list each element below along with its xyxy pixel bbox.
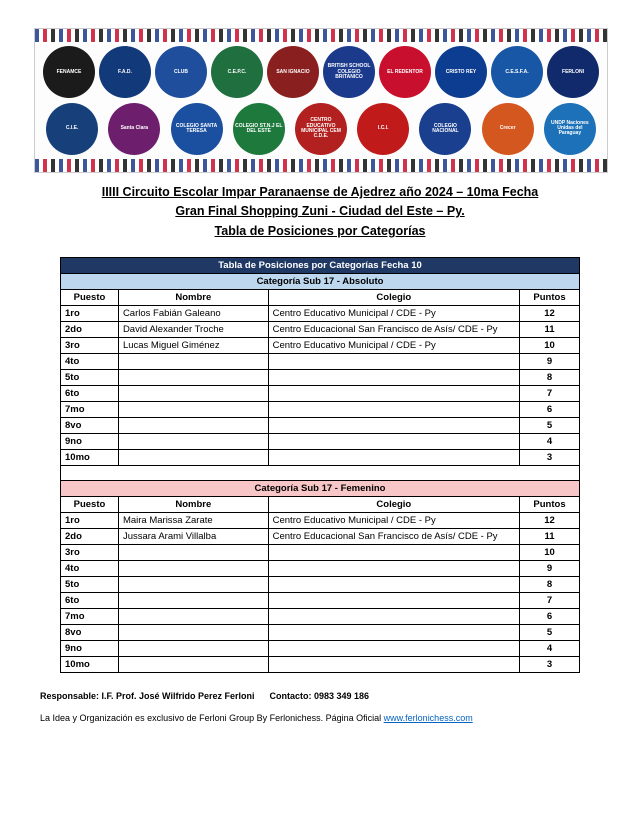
footer-note-prefix: La Idea y Organización es exclusivo de Ferloni Group By Ferlonichess. Página Oficial xyxy=(40,713,384,724)
cell-nombre: David Alexander Troche xyxy=(118,322,268,338)
cell-colegio xyxy=(268,641,519,657)
cell-puesto: 2do xyxy=(61,322,119,338)
cell-puntos: 8 xyxy=(520,577,580,593)
category-header-row xyxy=(61,481,580,497)
cell-colegio xyxy=(268,561,519,577)
table-row xyxy=(61,434,580,450)
logo-el-redentor: EL REDENTOR xyxy=(379,46,431,98)
cell-puntos: 3 xyxy=(520,450,580,466)
logo-ferloni: FERLONI xyxy=(547,46,599,98)
cell-puesto: 5to xyxy=(61,370,119,386)
cell-nombre xyxy=(118,641,268,657)
cell-colegio: Centro Educativo Municipal / CDE - Py xyxy=(268,338,519,354)
cell-nombre xyxy=(118,561,268,577)
column-header-row xyxy=(61,290,580,306)
cell-puntos: 3 xyxy=(520,657,580,673)
table-row xyxy=(61,306,580,322)
document-titles xyxy=(34,183,606,241)
cell-puntos: 8 xyxy=(520,370,580,386)
cell-colegio xyxy=(268,657,519,673)
cell-puesto: 2do xyxy=(61,529,119,545)
cell-puesto: 5to xyxy=(61,577,119,593)
table-row xyxy=(61,609,580,625)
cell-puesto: 8vo xyxy=(61,418,119,434)
cell-nombre xyxy=(118,593,268,609)
title-line-3: Tabla de Posiciones por Categorías xyxy=(214,223,426,238)
cell-puesto: 3ro xyxy=(61,338,119,354)
cell-colegio xyxy=(268,625,519,641)
cell-puntos: 6 xyxy=(520,609,580,625)
banner-strip-top xyxy=(35,29,607,42)
cell-puntos: 5 xyxy=(520,418,580,434)
table-spacer-row xyxy=(61,466,580,481)
cell-puesto: 7mo xyxy=(61,402,119,418)
table-title-row xyxy=(61,258,580,274)
logo-colegio-leon: C.I.E. xyxy=(46,103,98,155)
table-row xyxy=(61,418,580,434)
table-row xyxy=(61,545,580,561)
cell-nombre xyxy=(118,434,268,450)
cell-nombre xyxy=(118,577,268,593)
cell-puesto: 6to xyxy=(61,593,119,609)
cell-colegio xyxy=(268,402,519,418)
cell-puesto: 9no xyxy=(61,641,119,657)
footer-responsable: Responsable: I.F. Prof. José Wilfrido Perez Ferloni xyxy=(40,691,255,702)
cell-colegio xyxy=(268,354,519,370)
standings-table xyxy=(60,257,580,673)
cell-nombre xyxy=(118,386,268,402)
cell-nombre xyxy=(118,657,268,673)
logo-crecer: Crecer xyxy=(482,103,534,155)
cell-nombre: Jussara Arami Villalba xyxy=(118,529,268,545)
column-header-colegio: Colegio xyxy=(268,290,519,306)
cell-nombre xyxy=(118,625,268,641)
logo-instituto-santa-clara: Santa Clara xyxy=(108,103,160,155)
cell-puesto: 10mo xyxy=(61,657,119,673)
spacer-cell xyxy=(61,466,580,481)
cell-puntos: 11 xyxy=(520,322,580,338)
cell-puntos: 4 xyxy=(520,434,580,450)
cell-puesto: 7mo xyxy=(61,609,119,625)
column-header-puntos: Puntos xyxy=(520,290,580,306)
logo-row-2 xyxy=(41,102,601,157)
cell-colegio xyxy=(268,434,519,450)
table-row xyxy=(61,370,580,386)
table-row xyxy=(61,529,580,545)
column-header-nombre: Nombre xyxy=(118,290,268,306)
footer-contacto: Contacto: 0983 349 186 xyxy=(269,691,370,702)
cell-puntos: 4 xyxy=(520,641,580,657)
column-header-puntos: Puntos xyxy=(520,497,580,513)
category-label: Categoría Sub 17 - Absoluto xyxy=(61,274,580,290)
logo-colegio-santa-teresa: COLEGIO SANTA TERESA xyxy=(171,103,223,155)
column-header-colegio: Colegio xyxy=(268,497,519,513)
cell-nombre xyxy=(118,370,268,386)
cell-colegio: Centro Educativo Municipal / CDE - Py xyxy=(268,306,519,322)
column-header-nombre: Nombre xyxy=(118,497,268,513)
cell-nombre: Carlos Fabián Galeano xyxy=(118,306,268,322)
cell-colegio xyxy=(268,386,519,402)
column-header-puesto: Puesto xyxy=(61,497,119,513)
logo-fad: F.A.D. xyxy=(99,46,151,98)
cell-nombre xyxy=(118,418,268,434)
table-title-cell: Tabla de Posiciones por Categorías Fecha 10 xyxy=(61,258,580,274)
table-row xyxy=(61,657,580,673)
logo-ici: I.C.I. xyxy=(357,103,409,155)
banner-strip-bottom xyxy=(35,159,607,172)
cell-nombre xyxy=(118,354,268,370)
logo-undp: UNDP Naciones Unidas del Paraguay xyxy=(544,103,596,155)
cell-puesto: 6to xyxy=(61,386,119,402)
cell-puntos: 6 xyxy=(520,402,580,418)
cell-puntos: 12 xyxy=(520,306,580,322)
cell-colegio xyxy=(268,577,519,593)
cell-puntos: 12 xyxy=(520,513,580,529)
footer-note-line xyxy=(40,713,600,723)
cell-colegio: Centro Educacional San Francisco de Asís/ CDE - Py xyxy=(268,322,519,338)
cell-colegio: Centro Educativo Municipal / CDE - Py xyxy=(268,513,519,529)
cell-puntos: 7 xyxy=(520,386,580,402)
table-row xyxy=(61,450,580,466)
table-row xyxy=(61,322,580,338)
cell-puesto: 8vo xyxy=(61,625,119,641)
cell-colegio: Centro Educacional San Francisco de Asís/ CDE - Py xyxy=(268,529,519,545)
document-footer xyxy=(40,691,600,723)
cell-nombre xyxy=(118,402,268,418)
cell-puesto: 1ro xyxy=(61,306,119,322)
official-site-link[interactable]: www.ferlonichess.com xyxy=(383,713,473,724)
cell-puesto: 3ro xyxy=(61,545,119,561)
table-row xyxy=(61,386,580,402)
logo-colegio-cristo: CRISTO REY xyxy=(435,46,487,98)
table-row xyxy=(61,513,580,529)
table-row xyxy=(61,338,580,354)
category-label: Categoría Sub 17 - Femenino xyxy=(61,481,580,497)
table-row xyxy=(61,402,580,418)
logo-cepc: C.E.P.C. xyxy=(211,46,263,98)
cell-nombre xyxy=(118,545,268,561)
cell-puntos: 10 xyxy=(520,338,580,354)
cell-puntos: 10 xyxy=(520,545,580,561)
category-header-row xyxy=(61,274,580,290)
cell-nombre: Lucas Miguel Giménez xyxy=(118,338,268,354)
logo-san-ignacio: SAN IGNACIO xyxy=(267,46,319,98)
cell-puesto: 10mo xyxy=(61,450,119,466)
table-row xyxy=(61,625,580,641)
table-row xyxy=(61,354,580,370)
logo-colegio-stnj: COLEGIO ST.N.J EL DEL ESTE xyxy=(233,103,285,155)
title-line-1: IIIII Circuito Escolar Impar Paranaense de Ajedrez año 2024 – 10ma Fecha xyxy=(101,185,539,199)
cell-nombre xyxy=(118,450,268,466)
logo-british-school: BRITISH SCHOOL COLEGIO BRITANICO xyxy=(323,46,375,98)
table-row xyxy=(61,561,580,577)
cell-puesto: 1ro xyxy=(61,513,119,529)
cell-colegio xyxy=(268,545,519,561)
cell-puntos: 5 xyxy=(520,625,580,641)
cell-puntos: 9 xyxy=(520,561,580,577)
column-header-row xyxy=(61,497,580,513)
table-row xyxy=(61,593,580,609)
sponsors-banner xyxy=(34,28,608,173)
cell-nombre xyxy=(118,609,268,625)
logo-cesfa: C.E.S.F.A. xyxy=(491,46,543,98)
column-header-puesto: Puesto xyxy=(61,290,119,306)
cell-puntos: 9 xyxy=(520,354,580,370)
cell-colegio xyxy=(268,370,519,386)
cell-puntos: 11 xyxy=(520,529,580,545)
logo-grid xyxy=(35,43,607,158)
cell-puesto: 4to xyxy=(61,354,119,370)
cell-colegio xyxy=(268,609,519,625)
footer-responsable-line xyxy=(40,691,600,701)
cell-colegio xyxy=(268,450,519,466)
logo-fenamce: FENAMCE xyxy=(43,46,95,98)
logo-colegio-nacional: COLEGIO NACIONAL xyxy=(419,103,471,155)
logo-cem: CENTRO EDUCATIVO MUNICIPAL CEM C.D.E. xyxy=(295,103,347,155)
cell-puntos: 7 xyxy=(520,593,580,609)
logo-club-torre: CLUB xyxy=(155,46,207,98)
cell-nombre: Maira Marissa Zarate xyxy=(118,513,268,529)
cell-colegio xyxy=(268,418,519,434)
cell-colegio xyxy=(268,593,519,609)
table-row xyxy=(61,641,580,657)
table-row xyxy=(61,577,580,593)
cell-puesto: 4to xyxy=(61,561,119,577)
logo-row-1 xyxy=(41,45,601,100)
cell-puesto: 9no xyxy=(61,434,119,450)
title-line-2: Gran Final Shopping Zuni - Ciudad del Este – Py. xyxy=(175,204,465,219)
